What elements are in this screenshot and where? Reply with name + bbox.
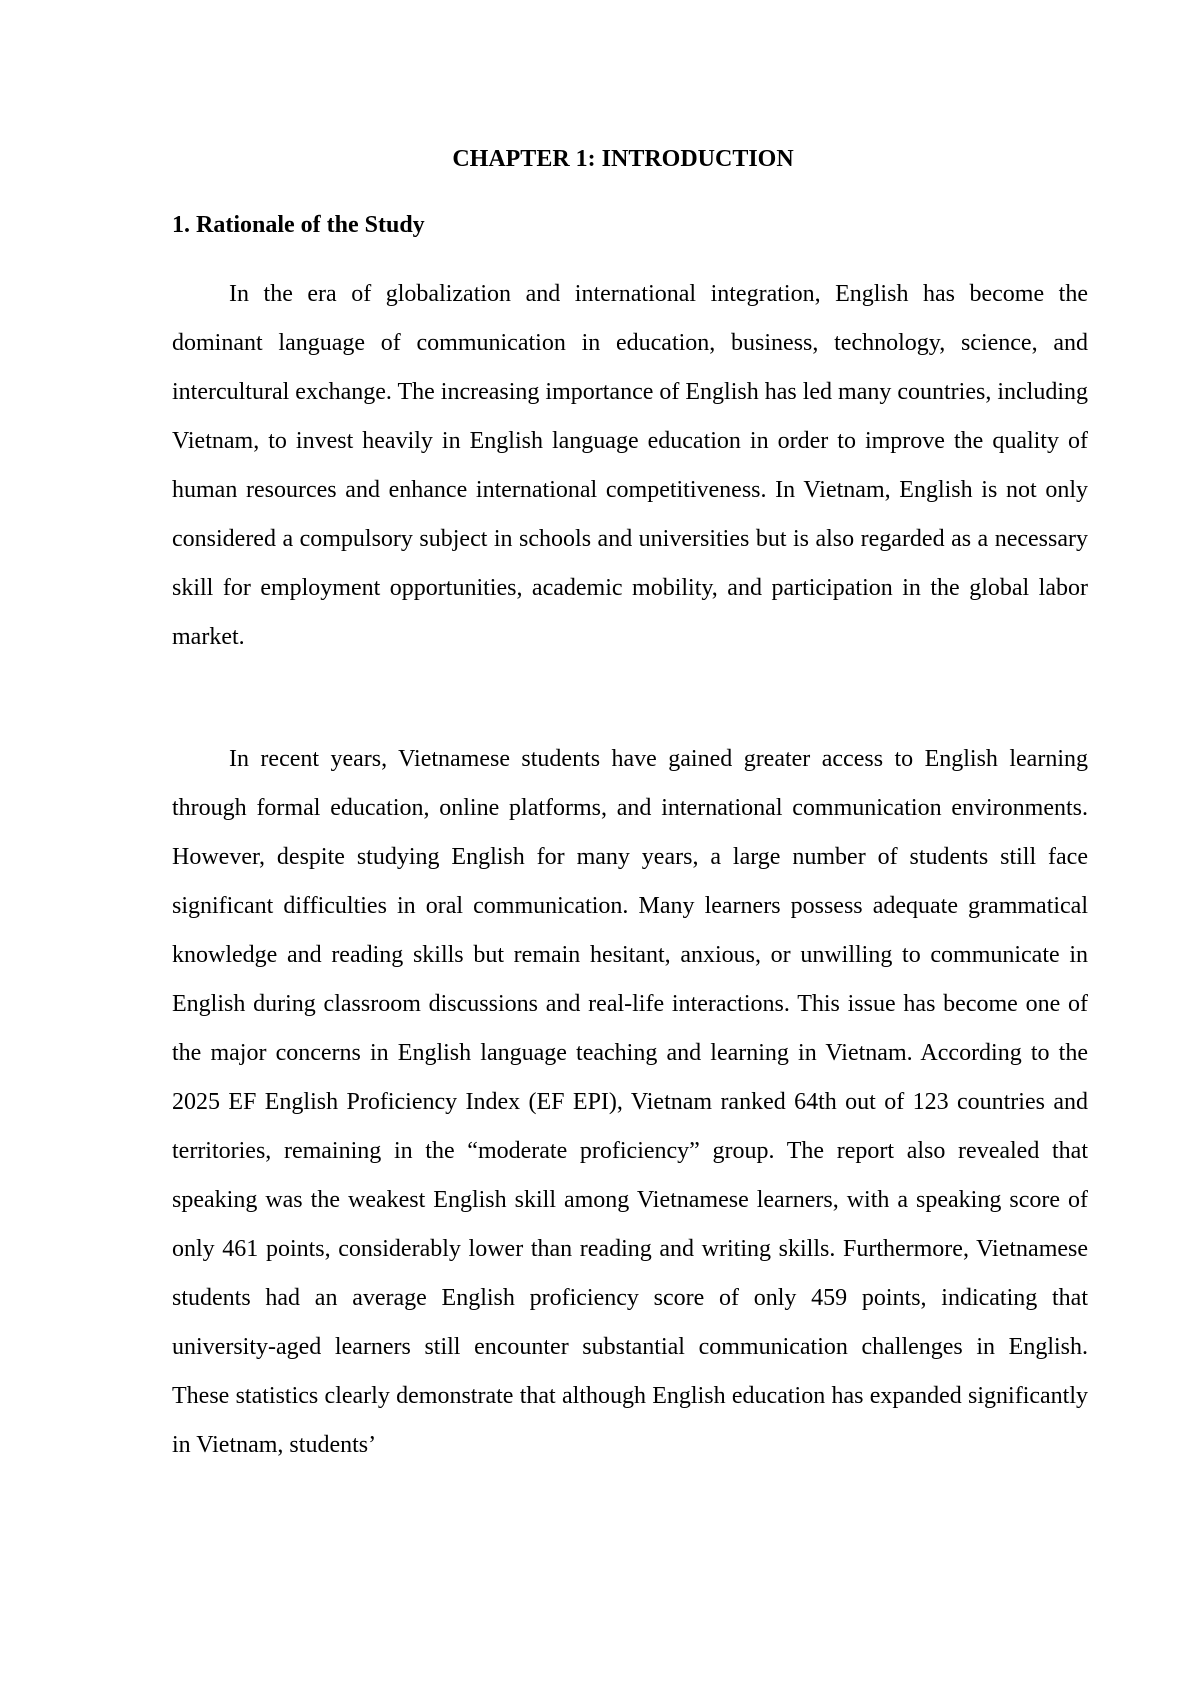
body-paragraph-2: In recent years, Vietnamese students have gained greater access to English learning through formal education, online platforms, and international communication environments. However, despite studying English for many years, a large number of students still face significant difficulties in oral communication. Many learners possess adequate grammatical knowledge and reading skills but remain hesitant, anxious, or unwilling to communicate in English during classroom discussions and real-life interactions. This issue has become one of the major concerns in English language teaching and learning in Vietnam. According to the 2025 EF English Proficiency Index (EF EPI), Vietnam ranked 64th out of 123 countries and territories, remaining in the “moderate proficiency” group. The report also revealed that speaking was the weakest English skill among Vietnamese learners, with a speaking score of only 461 points, considerably lower than reading and writing skills. Furthermore, Vietnamese students had an average English proficiency score of only 459 points, indicating that university-aged learners still encounter substantial communication challenges in English. These statistics clearly demonstrate that although English education has expanded significantly in Vietnam, students’ [172,746,1088,1458]
body-paragraph-1: In the era of globalization and international integration, English has become the dominant language of communication in education, business, technology, science, and intercultural exchange. The increasing importance of English has led many countries, including Vietnam, to invest heavily in English language education in order to improve the quality of human resources and enhance international competitiveness. In Vietnam, English is not only considered a compulsory subject in schools and universities but is also regarded as a necessary skill for employment opportunities, academic mobility, and participation in the global labor market. [172,281,1088,650]
section-heading: 1. Rationale of the Study [172,212,425,238]
chapter-title: CHAPTER 1: INTRODUCTION [452,146,794,172]
